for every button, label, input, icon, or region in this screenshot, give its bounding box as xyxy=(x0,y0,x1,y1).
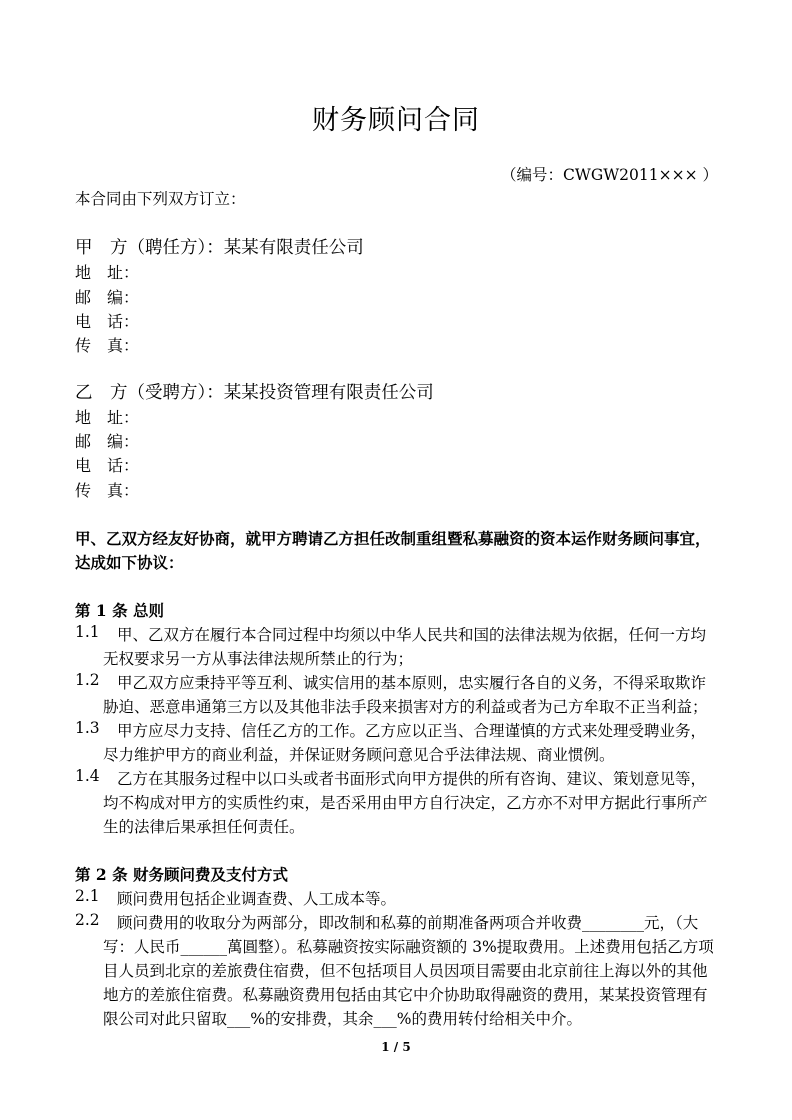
clause-1-3-line-1: 甲方应尽力支持、信任乙方的工作。乙方应以正当、合理谨慎的方式来处理受聘业务， xyxy=(117,722,707,740)
party-b-postcode-label: 邮 编： xyxy=(75,432,140,451)
arrangement-fee-blank: ___ xyxy=(227,1010,251,1028)
clause-1-1-line-1: 甲、乙双方在履行本合同过程中均须以中华人民共和国的法律法规为依据，任何一方均 xyxy=(117,626,707,644)
clause-1-3-number: 1.3 xyxy=(75,719,100,737)
party-b-heading: 乙 方（受聘方）：某某投资管理有限责任公司 xyxy=(75,383,434,403)
contract-number: （编号：CWGW2011××× ） xyxy=(501,166,718,184)
clause-2-2-line-4: 地方的差旅住宿费。私募融资费用包括由其它中介协助取得融资的费用，某某投资管理有 xyxy=(103,986,708,1004)
clause-2-2-line-5 xyxy=(103,1007,582,1029)
party-a-fax-label: 传 真： xyxy=(75,336,140,355)
party-b-address-label: 地 址： xyxy=(75,408,140,427)
clause-1-2-line-1: 甲乙双方应秉持平等互利、诚实信用的基本原则，忠实履行各自的义务，不得采取欺诈 xyxy=(117,674,707,692)
clause-2-2-line-5-text-c: %的费用转付给相关中介。 xyxy=(396,1010,582,1028)
clause-1-4-line-3: 生的法律后果承担任何责任。 xyxy=(103,818,305,836)
clause-2-2-line-1-text-a: 顾问费用的收取分为两部分，即改制和私募的前期准备两项合并收费 xyxy=(117,914,583,932)
party-b-phone-label: 电 话： xyxy=(75,456,140,475)
agreement-intro-line-1: 甲、乙双方经友好协商，就甲方聘请乙方担任改制重组暨私募融资的资本运作财务顾问事宜， xyxy=(75,529,711,548)
clause-2-2-line-2-text-b: 萬圓整）。私募融资按实际融资额的 3%提取费用。上述费用包括乙方项 xyxy=(227,938,714,956)
clause-2-1-line-1: 顾问费用包括企业调查费、人工成本等。 xyxy=(117,890,397,908)
clause-2-2-line-5-text-b: %的安排费，其余 xyxy=(250,1010,374,1028)
fee-uppercase-blank: ______ xyxy=(180,938,228,956)
clause-1-4-line-1: 乙方在其服务过程中以口头或者书面形式向甲方提供的所有咨询、建议、策划意见等， xyxy=(117,770,707,788)
party-a-heading: 甲 方（聘任方）：某某有限责任公司 xyxy=(75,238,364,258)
clause-2-2-line-5-text-a: 限公司对此只留取 xyxy=(103,1010,228,1028)
clause-2-2-line-3: 目人员到北京的差旅费住宿费，但不包括项目人员因项目需要由北京前往上海以外的其他 xyxy=(103,962,708,980)
clause-2-1-number: 2.1 xyxy=(75,887,100,905)
clause-1-4-number: 1.4 xyxy=(75,767,100,785)
agreement-intro-line-2: 达成如下协议： xyxy=(75,553,184,572)
clause-2-2-number: 2.2 xyxy=(75,911,100,929)
party-a-postcode-label: 邮 编： xyxy=(75,288,140,307)
party-a-address-label: 地 址： xyxy=(75,263,140,282)
clause-1-2-number: 1.2 xyxy=(75,671,100,689)
clause-1-2-line-2: 胁迫、恶意串通第三方以及其他非法手段来损害对方的利益或者为己方牟取不正当利益； xyxy=(103,698,708,716)
party-a-phone-label: 电 话： xyxy=(75,312,140,331)
clause-2-2-line-1-text-b: 元，（大 xyxy=(644,914,699,932)
clause-1-4-line-2: 均不构成对甲方的实质性约束，是否采用由甲方自行决定，乙方亦不对甲方据此行事所产 xyxy=(103,794,708,812)
clause-1-1-number: 1.1 xyxy=(75,623,100,641)
article-1-heading: 第 1 条 总则 xyxy=(75,601,164,620)
clause-1-1-line-2: 无权要求另一方从事法律法规所禁止的行为； xyxy=(103,650,414,668)
party-b-fax-label: 传 真： xyxy=(75,481,140,500)
fee-amount-blank: ________ xyxy=(582,914,645,932)
clause-1-3-line-2: 尽力维护甲方的商业利益，并保证财务顾问意见合乎法律法规、商业惯例。 xyxy=(103,746,615,764)
clause-2-2-line-2-text-a: 写：人民币 xyxy=(103,938,181,956)
transfer-fee-blank: ___ xyxy=(373,1010,397,1028)
page-indicator: 1 / 5 xyxy=(381,1040,411,1054)
article-2-heading: 第 2 条 财务顾问费及支付方式 xyxy=(75,865,288,884)
contract-title: 财务顾问合同 xyxy=(312,105,480,136)
clause-2-2-line-2 xyxy=(103,935,714,957)
opening-line: 本合同由下列双方订立： xyxy=(75,190,246,208)
clause-2-2-line-1 xyxy=(117,911,698,933)
